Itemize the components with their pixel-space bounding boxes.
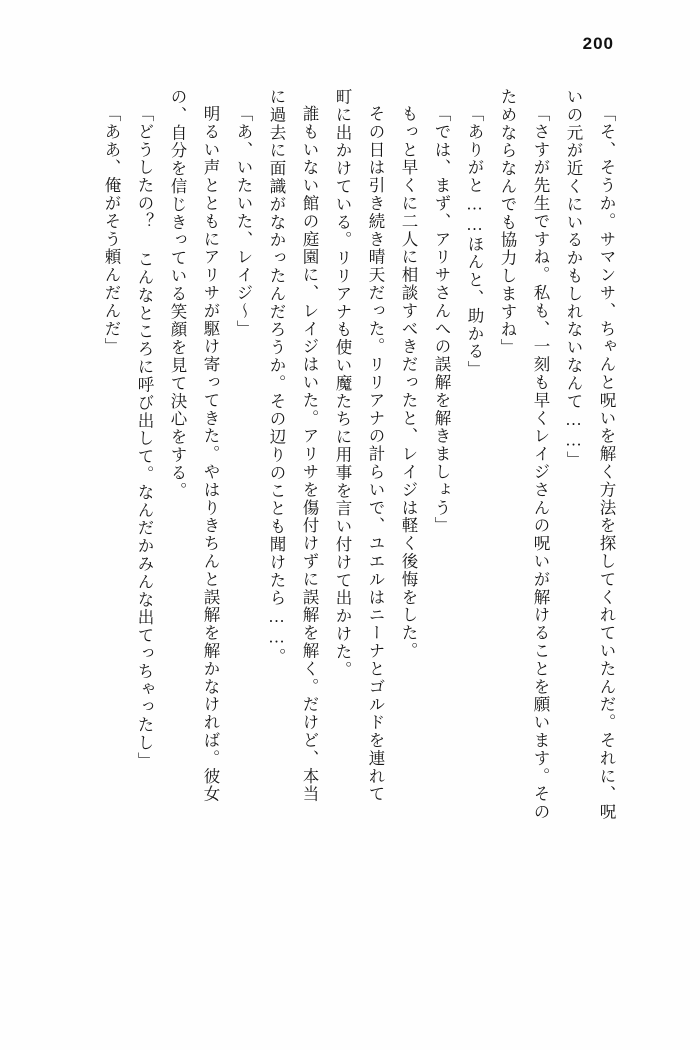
text-column: 明るい声とともにアリサが駆け寄ってきた。やはりきちんと誤解を解かなければ。彼女	[201, 105, 220, 804]
text-column: 誰もいない館の庭園に、レイジはいた。アリサを傷付けずに誤解を解く。だけど、本当	[300, 105, 319, 804]
text-column: 町に出かけている。リリアナも使い魔たちに用事を言い付けて出かけた。	[333, 88, 352, 679]
text-column: ためならなんでも協力しますね」	[498, 88, 517, 357]
text-column: 「どうしたの？ こんなところに呼び出して。なんだかみんな出てっちゃったし」	[135, 105, 154, 770]
text-column: 「さすが先生ですね。私も、一刻も早くレイジさんの呪いが解けることを願います。その	[531, 105, 550, 821]
page-number: 200	[582, 34, 614, 53]
text-column: いの元が近くにいるかもしれないなんて……」	[564, 88, 583, 469]
text-column: 「そ、そうか。サマンサ、ちゃんと呪いを解く方法を探してくれていたんだ。それに、呪	[597, 105, 616, 821]
text-column: 「では、まず、アリサさんへの誤解を解きましょう」	[432, 105, 451, 535]
text-column: その日は引き続き晴天だった。リリアナの計らいで、ユエルはニーナとゴルドを連れて	[366, 105, 385, 804]
text-column: 「ああ、俺がそう頼んだんだ」	[102, 105, 121, 356]
text-column: 「ありがと……ほんと、助かる」	[465, 105, 484, 379]
vertical-text-body	[58, 88, 614, 968]
text-column: もっと早くに二人に相談すべきだったと、レイジは軽く後悔をした。	[399, 105, 418, 660]
text-column: の、自分を信じきっている笑顔を見て決心をする。	[168, 88, 187, 500]
text-column: に過去に面識がなかったんだろうか。その辺りのことも聞けたら……。	[267, 88, 286, 666]
text-column: 「あ、いたいた、レイジ～」	[234, 105, 253, 338]
